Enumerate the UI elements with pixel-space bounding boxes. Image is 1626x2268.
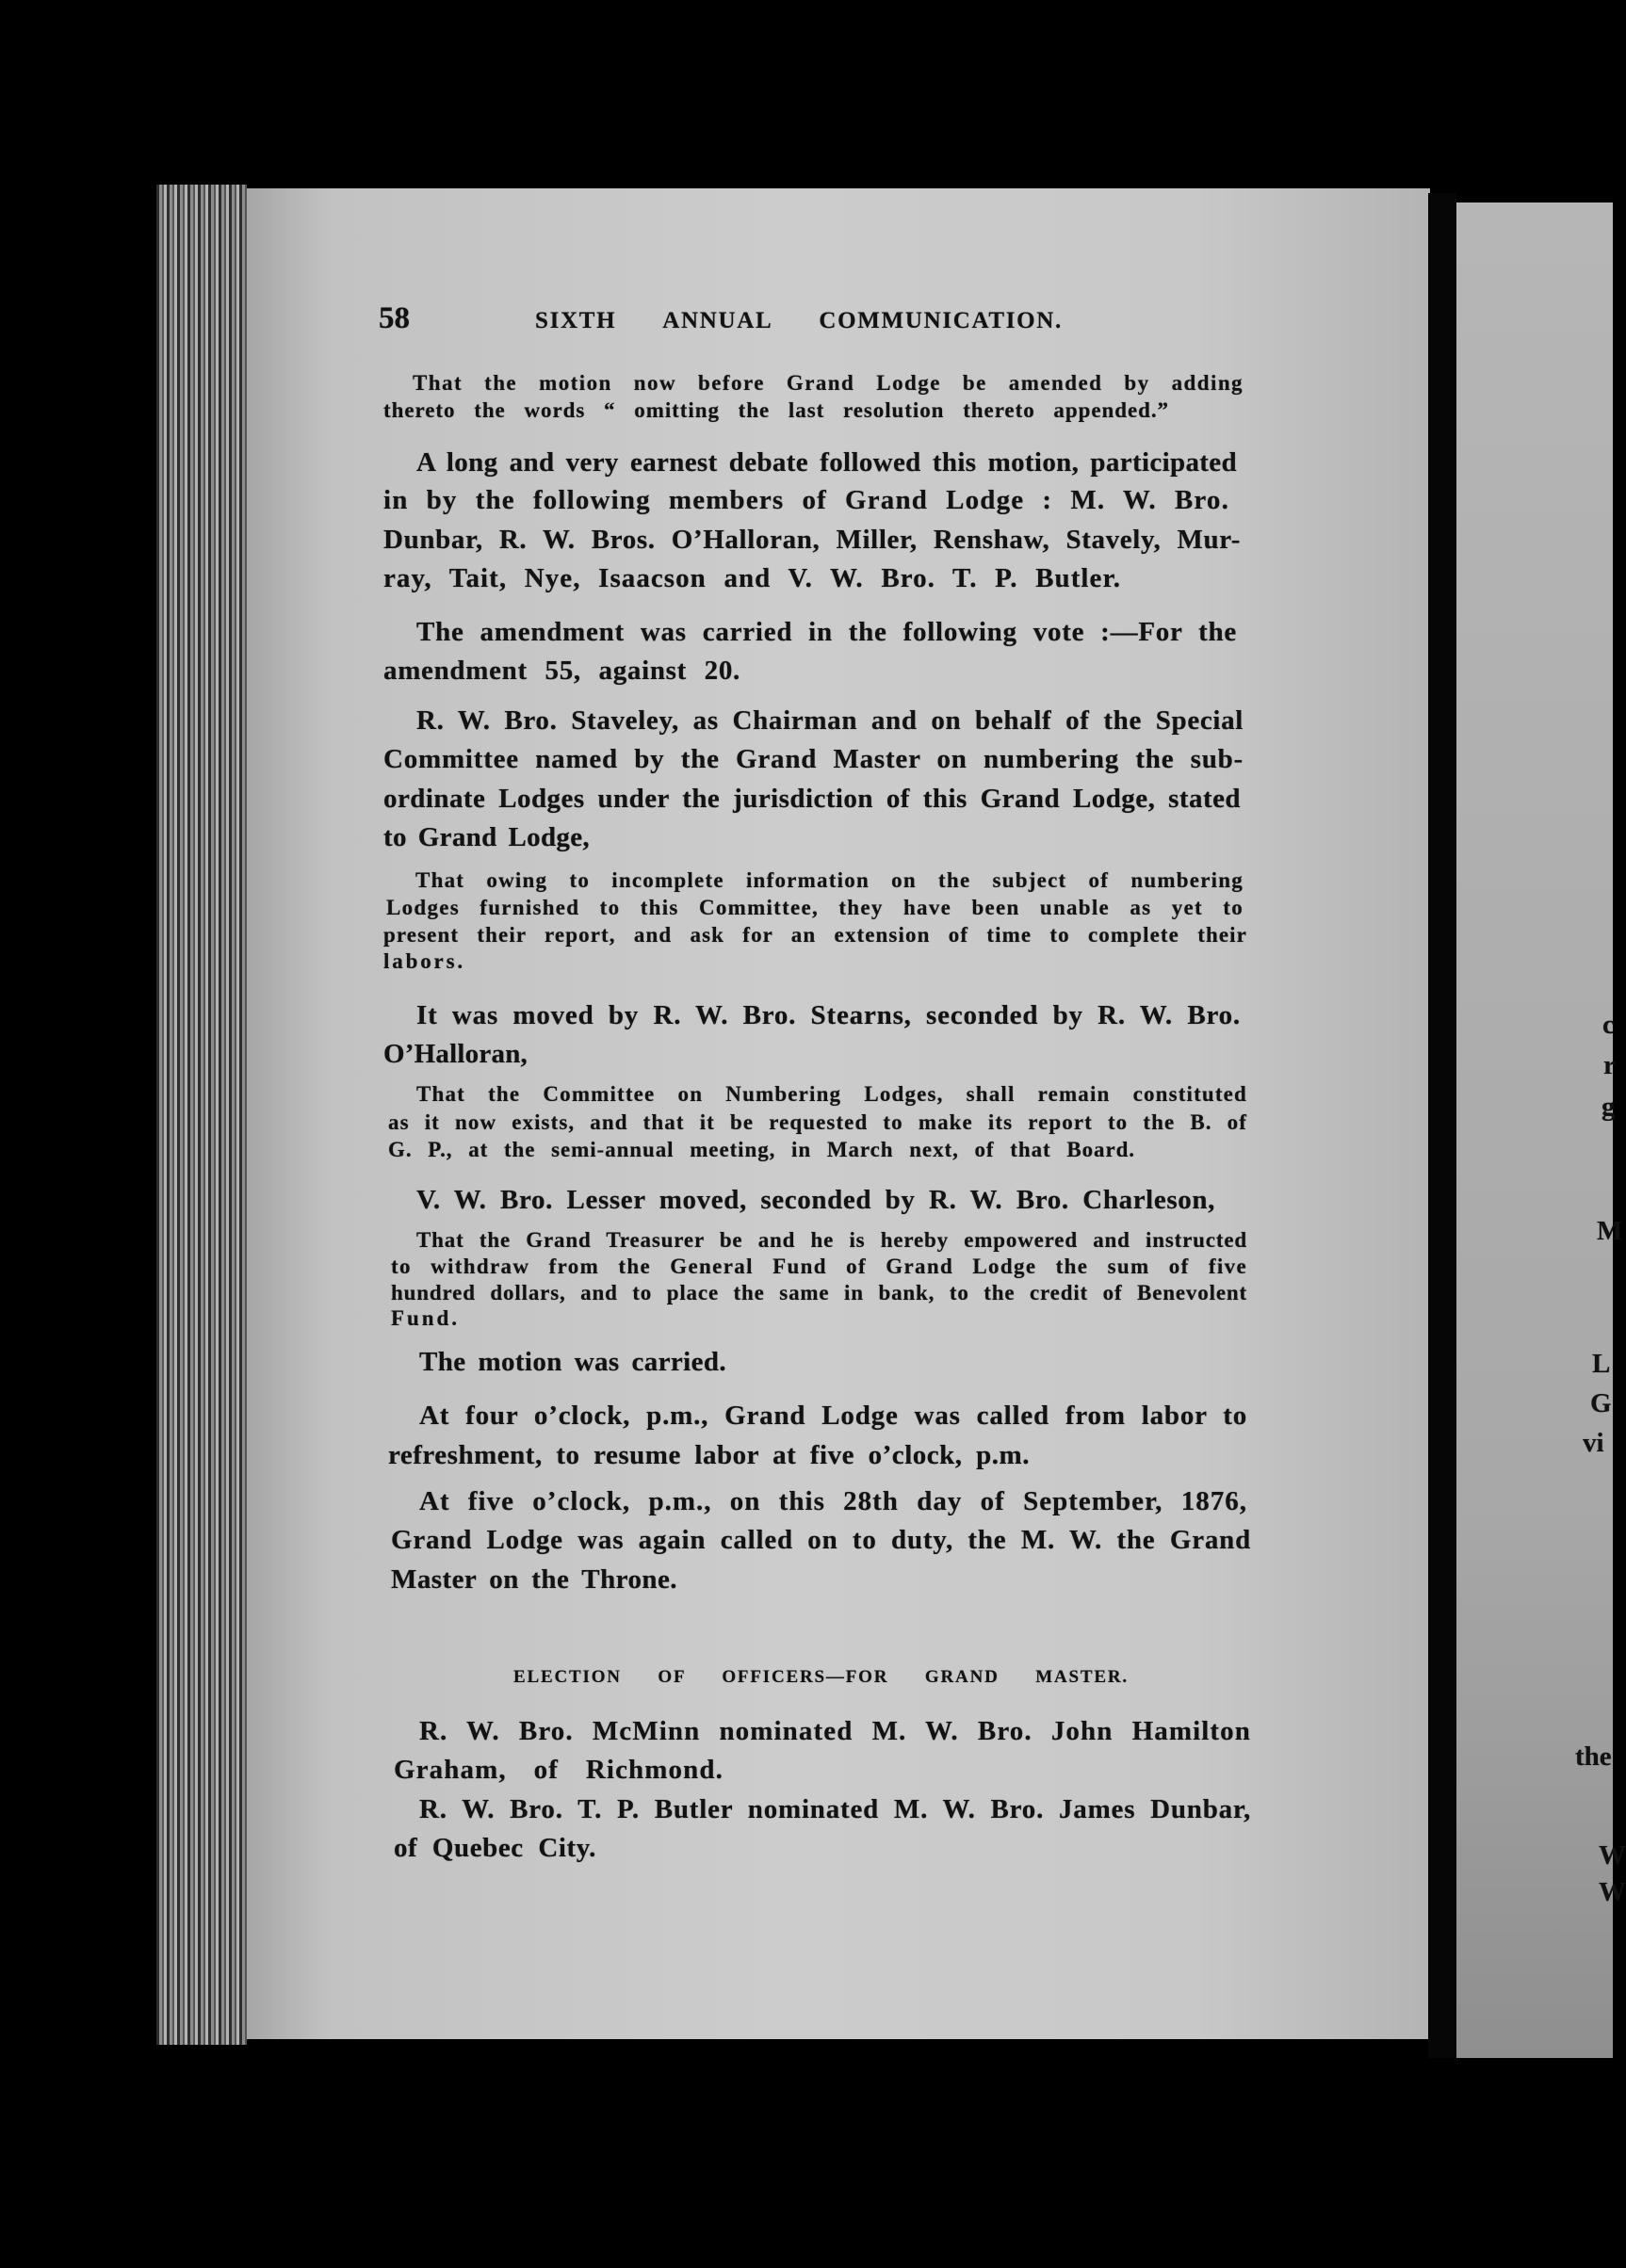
text-line: hundred dollars, and to place the same in bank, to the credit of Benevolent: [391, 1281, 1247, 1304]
facing-page-text-fragment: c: [1602, 1010, 1615, 1040]
facing-page-text-fragment: g: [1602, 1092, 1616, 1122]
text-line: The motion was carried.: [419, 1347, 726, 1377]
text-line: That the motion now before Grand Lodge be amended by adding: [413, 371, 1244, 395]
running-head: SIXTH ANNUAL COMMUNICATION.: [535, 308, 1063, 333]
text-line: V. W. Bro. Lesser moved, seconded by R. W. Bro. Charleson,: [416, 1185, 1215, 1215]
section-heading: ELECTION OF OFFICERS—FOR GRAND MASTER.: [513, 1667, 1129, 1687]
text-line: labors.: [383, 949, 465, 973]
text-line: in by the following members of Grand Lodge : M. W. Bro.: [383, 485, 1229, 515]
facing-page-text-fragment: the: [1575, 1742, 1612, 1772]
text-line: to Grand Lodge,: [383, 822, 590, 852]
book-gutter: [1428, 193, 1456, 2058]
text-line: of Quebec City.: [394, 1833, 596, 1863]
text-line: It was moved by R. W. Bro. Stearns, seconded by R. W. Bro.: [416, 1000, 1241, 1030]
facing-page: [1456, 202, 1626, 2058]
text-line: Dunbar, R. W. Bros. O’Halloran, Miller, Renshaw, Stavely, Mur-: [383, 525, 1241, 555]
facing-page-text-fragment: M: [1597, 1216, 1623, 1246]
facing-page-text-fragment: W: [1599, 1877, 1626, 1907]
facing-page-text-fragment: r: [1603, 1050, 1616, 1080]
text-line: Graham, of Richmond.: [394, 1755, 724, 1785]
text-line: R. W. Bro. McMinn nominated M. W. Bro. John Hamilton: [419, 1716, 1251, 1746]
text-line: as it now exists, and that it be requested to make its report to the B. of: [388, 1110, 1247, 1134]
text-line: Grand Lodge was again called on to duty, the M. W. the Grand: [391, 1525, 1251, 1555]
text-line: ray, Tait, Nye, Isaacson and V. W. Bro. T. P. Butler.: [383, 563, 1121, 593]
text-line: A long and very earnest debate followed this motion, participated: [416, 447, 1237, 478]
text-line: to withdraw from the General Fund of Grand Lodge the sum of five: [391, 1255, 1247, 1278]
text-line: Committee named by the Grand Master on numbering the sub-: [383, 744, 1244, 774]
text-line: That the Grand Treasurer be and he is hereby empowered and instructed: [416, 1228, 1247, 1252]
facing-page-text-fragment: W: [1599, 1840, 1626, 1871]
facing-page-text-fragment: L: [1592, 1349, 1611, 1379]
facing-page-text-fragment: vi: [1583, 1428, 1604, 1458]
text-line: That the Committee on Numbering Lodges, shall remain constituted: [416, 1082, 1247, 1106]
text-line: thereto the words “ omitting the last resolution thereto appended.”: [383, 398, 1169, 422]
text-line: amendment 55, against 20.: [383, 656, 740, 686]
text-line: refreshment, to resume labor at five o’clock, p.m.: [388, 1440, 1030, 1470]
text-line: Fund.: [391, 1306, 460, 1330]
text-line: R. W. Bro. T. P. Butler nominated M. W. Bro. James Dunbar,: [419, 1794, 1251, 1824]
page-edge-stack: [156, 185, 247, 2045]
text-line: Master on the Throne.: [391, 1564, 677, 1595]
text-line: R. W. Bro. Staveley, as Chairman and on behalf of the Special: [416, 705, 1244, 736]
text-line: The amendment was carried in the following vote :—For the: [416, 617, 1237, 647]
text-line: That owing to incomplete information on the subject of numbering: [415, 868, 1244, 892]
text-line: present their report, and ask for an extension of time to complete their: [383, 923, 1247, 947]
text-line: G. P., at the semi-annual meeting, in March next, of that Board.: [388, 1138, 1135, 1161]
text-line: ordinate Lodges under the jurisdiction of this Grand Lodge, stated: [383, 784, 1241, 814]
text-line: At four o’clock, p.m., Grand Lodge was called from labor to: [419, 1401, 1247, 1431]
page-number: 58: [379, 301, 410, 335]
text-line: O’Halloran,: [383, 1039, 528, 1069]
text-line: Lodges furnished to this Committee, they have been unable as yet to: [386, 896, 1244, 919]
facing-page-text-fragment: G: [1590, 1388, 1612, 1418]
text-line: At five o’clock, p.m., on this 28th day of September, 1876,: [419, 1486, 1247, 1516]
